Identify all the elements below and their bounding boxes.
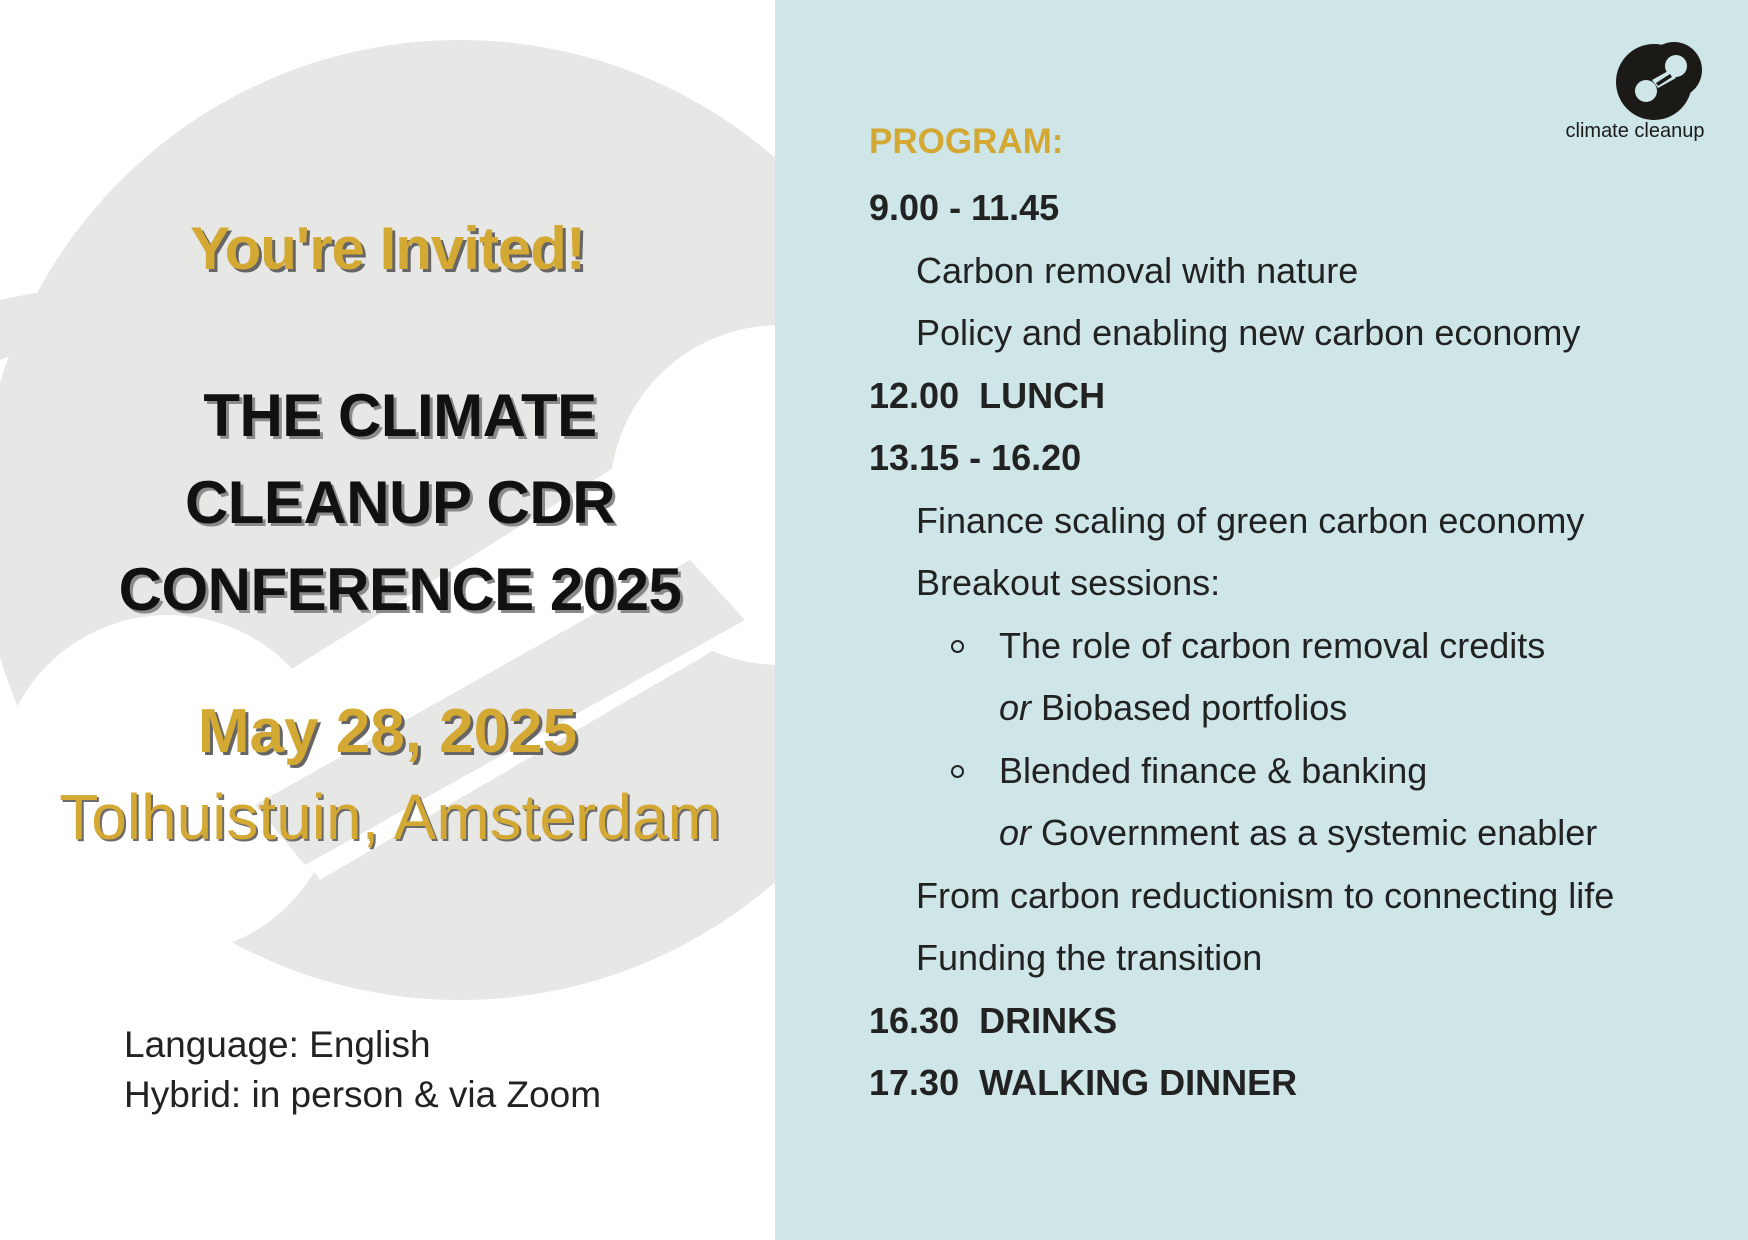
program-session: Finance scaling of green carbon economy <box>916 499 1585 541</box>
slot-time: 12.00 <box>869 374 960 416</box>
program-lunch <box>869 368 1739 431</box>
invite-heading: You're Invited! <box>190 215 585 282</box>
breakout-item <box>869 743 1739 806</box>
slot-label: LUNCH <box>979 374 1106 416</box>
breakout-alt-title: Government as a systemic enabler <box>1041 812 1598 853</box>
bullet-circle-icon <box>951 765 964 778</box>
language-info: Language: English <box>124 1024 431 1065</box>
breakout-title: Blended finance & banking <box>999 749 1428 791</box>
breakout-title: The role of carbon removal credits <box>999 624 1546 666</box>
event-date: May 28, 2025 <box>197 697 578 766</box>
slot-time: 16.30 <box>869 999 960 1041</box>
conference-title-line-1: THE CLIMATE <box>203 382 597 449</box>
program-list <box>869 180 1739 1118</box>
event-venue: Tolhuistuin, Amsterdam <box>59 781 721 853</box>
program-session: Carbon removal with nature <box>916 249 1359 291</box>
program-session: Breakout sessions: <box>916 562 1221 603</box>
program-dinner <box>869 1055 1739 1118</box>
slot-time: 9.00 - 11.45 <box>869 187 1060 228</box>
program-slot <box>869 430 1739 493</box>
climate-cleanup-logo-icon <box>1612 36 1712 120</box>
program-session: Policy and enabling new carbon economy <box>916 312 1581 353</box>
slot-time: 13.15 - 16.20 <box>869 437 1082 478</box>
breakout-alternative <box>869 680 1739 743</box>
conference-title <box>0 372 775 633</box>
program-drinks <box>869 993 1739 1056</box>
program-slot <box>869 180 1739 243</box>
or-label: or <box>999 812 1032 853</box>
bullet-circle-icon <box>951 640 964 653</box>
slot-time: 17.30 <box>869 1062 960 1103</box>
program-heading: PROGRAM: <box>869 122 1064 161</box>
breakout-item <box>869 618 1739 681</box>
program-session: Funding the transition <box>916 937 1263 978</box>
breakout-alternative <box>869 805 1739 868</box>
program-panel <box>775 0 1748 1240</box>
slot-label: WALKING DINNER <box>979 1062 1298 1103</box>
or-label: or <box>999 687 1032 728</box>
climate-cleanup-logo <box>1555 30 1715 150</box>
conference-title-line-2: CLEANUP CDR <box>184 469 616 536</box>
breakout-alt-title: Biobased portfolios <box>1041 687 1348 728</box>
slot-label: DRINKS <box>979 999 1118 1041</box>
format-info: Hybrid: in person & via Zoom <box>124 1074 602 1115</box>
invitation-panel <box>0 0 775 1240</box>
conference-title-line-3: CONFERENCE 2025 <box>118 556 682 623</box>
logo-wordmark: climate cleanup <box>1565 120 1705 142</box>
program-session: From carbon reductionism to connecting life <box>916 874 1615 916</box>
event-details <box>124 1020 601 1120</box>
